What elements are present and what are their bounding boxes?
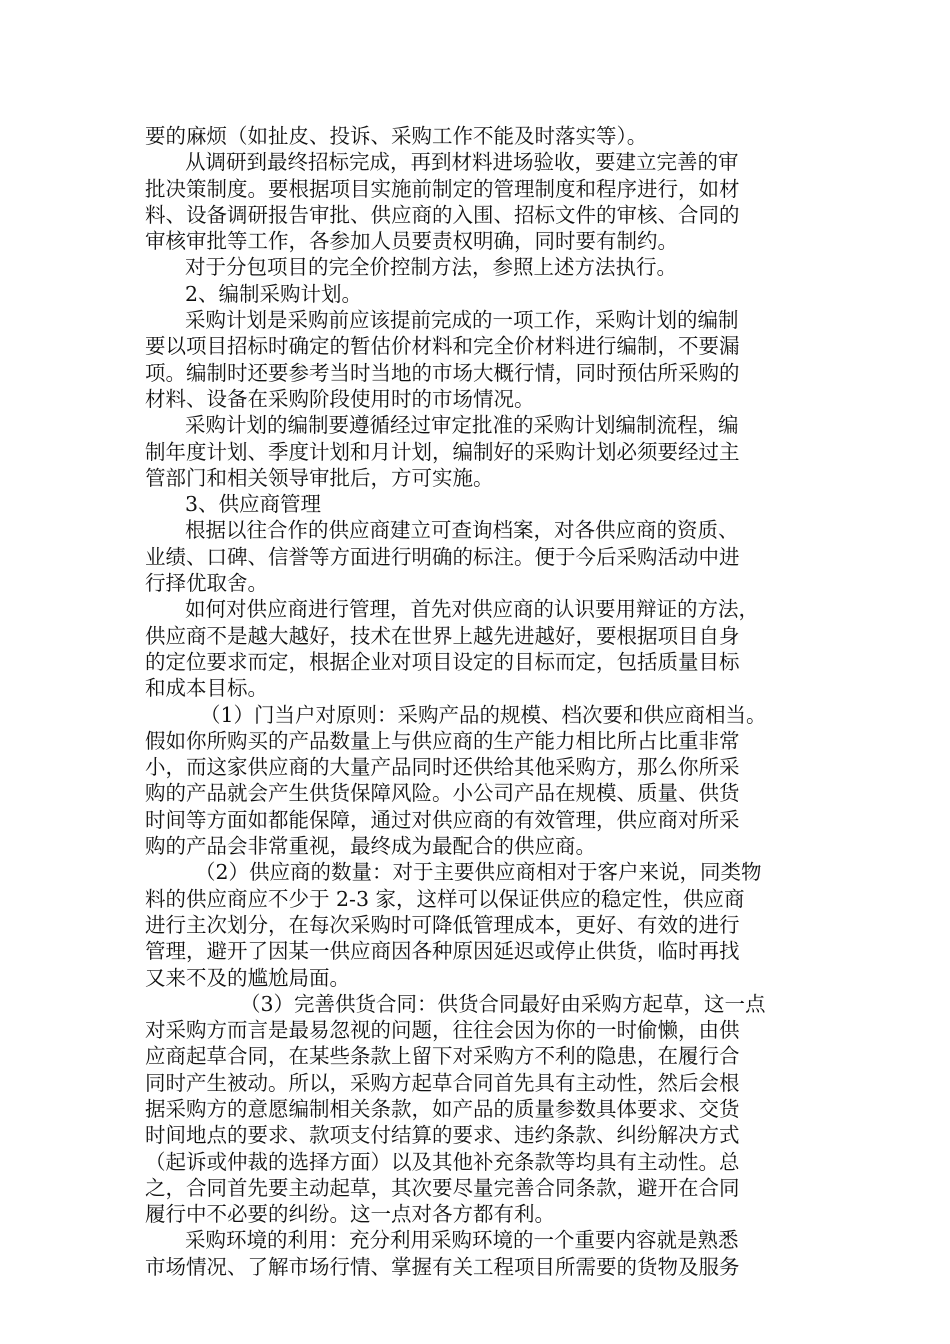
document-body (145, 123, 805, 1280)
text-line: 时间等方面如都能保障，通过对供应商的有效管理，供应商对所采 (145, 807, 740, 832)
text-line: 要的麻烦（如扯皮、投诉、采购工作不能及时落实等）。 (145, 124, 648, 148)
text-line: 管部门和相关领导审批后，方可实施。 (145, 465, 494, 490)
text-line: 又来不及的尴尬局面。 (145, 965, 350, 990)
text-line: 和成本目标。 (145, 676, 268, 701)
text-line: 批决策制度。要根据项目实施前制定的管理制度和程序进行，如材 (145, 176, 740, 201)
text-line: 购的产品就会产生供货保障风险。小公司产品在规模、质量、供货 (145, 781, 740, 806)
text-line: 的定位要求而定，根据企业对项目设定的目标而定，包括质量目标 (145, 649, 740, 674)
text-line: 材料、设备在采购阶段使用时的市场情况。 (145, 386, 535, 411)
text-line: 供应商不是越大越好，技术在世界上越先进越好，要根据项目自身 (145, 623, 740, 648)
text-line: 对采购方而言是最易忽视的问题，往往会因为你的一时偷懒，由供 (145, 1018, 740, 1043)
text-line: （起诉或仲裁的选择方面）以及其他补充条款等均具有主动性。总 (145, 1149, 740, 1174)
text-line: 料的供应商应不少于 2-3 家，这样可以保证供应的稳定性，供应商 (145, 886, 745, 911)
text-line: 审核审批等工作，各参加人员要责权明确，同时要有制约。 (145, 229, 678, 254)
text-line: 项。编制时还要参考当时当地的市场大概行情，同时预估所采购的 (145, 360, 740, 385)
text-line: 业绩、口碑、信誉等方面进行明确的标注。便于今后采购活动中进 (145, 544, 740, 569)
text-line: 料、设备调研报告审批、供应商的入围、招标文件的审核、合同的 (145, 202, 740, 227)
text-line: 小，而这家供应商的大量产品同时还供给其他采购方，那么你所采 (145, 755, 740, 780)
paragraph-start: 如何对供应商进行管理，首先对供应商的认识要用辩证的方法， (185, 597, 759, 622)
paragraph-start: 采购环境的利用：充分利用采购环境的一个重要内容就是熟悉 (185, 1228, 739, 1253)
text-line: 假如你所购买的产品数量上与供应商的生产能力相比所占比重非常 (145, 728, 740, 753)
text-line: 同时产生被动。所以，采购方起草合同首先具有主动性，然后会根 (145, 1070, 740, 1095)
text-line: 要以项目招标时确定的暂估价材料和完全价材料进行编制，不要漏 (145, 334, 740, 359)
paragraph-start: 采购计划是采购前应该提前完成的一项工作，采购计划的编制 (185, 308, 739, 333)
text-line: 时间地点的要求、款项支付结算的要求、违约条款、纠纷解决方式 (145, 1123, 740, 1148)
text-line: 制年度计划、季度计划和月计划，编制好的采购计划必须要经过主 (145, 439, 740, 464)
paragraph-start: 采购计划的编制要遵循经过审定批准的采购计划编制流程，编 (185, 413, 739, 438)
text-line: 购的产品会非常重视，最终成为最配合的供应商。 (145, 834, 596, 859)
text-line: 履行中不必要的纠纷。这一点对各方都有利。 (145, 1202, 555, 1227)
text-line: 之，合同首先要主动起草，其次要尽量完善合同条款，避开在合同 (145, 1175, 740, 1200)
text-line: 行择优取舍。 (145, 571, 268, 596)
list-item-start: （1）门当户对原则：采购产品的规模、档次要和供应商相当。 (200, 702, 767, 727)
paragraph-start: 根据以往合作的供应商建立可查询档案，对各供应商的资质、 (185, 518, 739, 543)
paragraph-start: 从调研到最终招标完成，再到材料进场验收，要建立完善的审 (185, 150, 739, 175)
paragraph-start: 对于分包项目的完全价控制方法，参照上述方法执行。 (185, 255, 677, 280)
text-line: 管理，避开了因某一供应商因各种原因延迟或停止供货，临时再找 (145, 939, 740, 964)
text-line: 进行主次划分，在每次采购时可降低管理成本，更好、有效的进行 (145, 912, 740, 937)
section-heading: 3、供应商管理 (185, 492, 322, 517)
text-line: 应商起草合同，在某些条款上留下对采购方不利的隐患，在履行合 (145, 1044, 740, 1069)
text-line: 据采购方的意愿编制相关条款，如产品的质量参数具体要求、交货 (145, 1096, 740, 1121)
text-line: 市场情况、了解市场行情、掌握有关工程项目所需要的货物及服务 (145, 1254, 740, 1279)
list-item-start: （3）完善供货合同：供货合同最好由采购方起草，这一点 (240, 991, 766, 1016)
section-heading: 2、编制采购计划。 (185, 281, 363, 306)
list-item-start: （2）供应商的数量：对于主要供应商相对于客户来说，同类物 (195, 860, 762, 885)
